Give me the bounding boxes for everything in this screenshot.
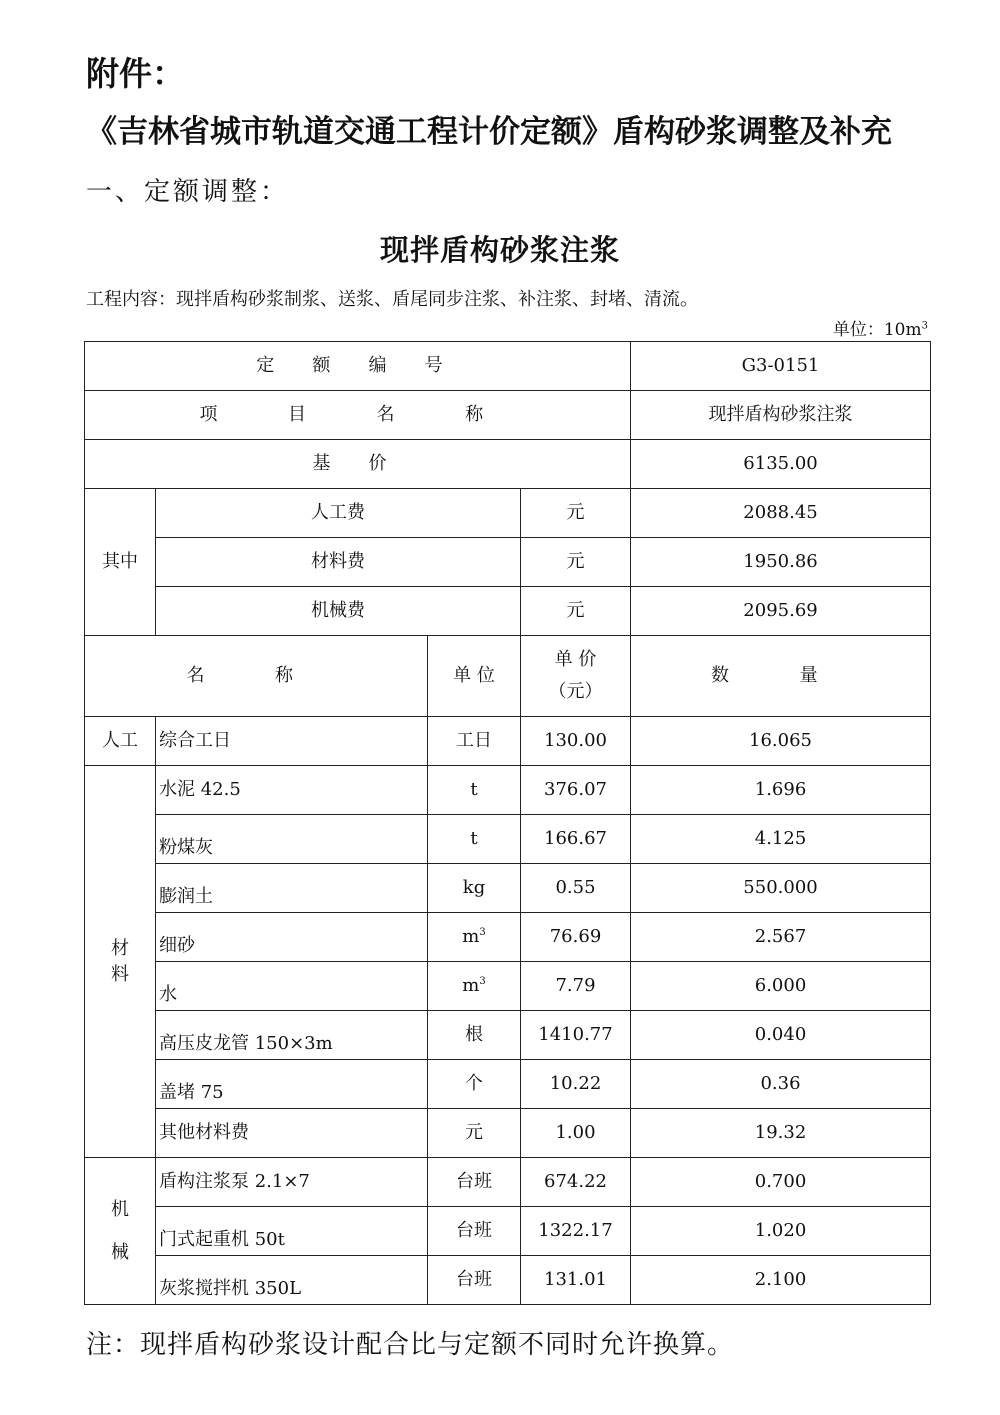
resource-name: 盾构注浆泵 2.1×7 — [156, 1158, 428, 1207]
resource-qty: 0.36 — [631, 1060, 931, 1109]
category-machinery — [85, 1158, 156, 1305]
col-header-name-text: 名 称 — [186, 665, 326, 687]
table-row — [85, 342, 931, 391]
table-row — [85, 913, 931, 962]
table-row — [85, 489, 931, 538]
resource-unit: kg — [428, 864, 521, 913]
table-row — [85, 717, 931, 766]
resource-price: 131.01 — [521, 1256, 631, 1305]
of-which-label: 其中 — [85, 489, 156, 636]
resource-unit: 根 — [428, 1011, 521, 1060]
resource-price: 7.79 — [521, 962, 631, 1011]
breakdown-unit: 元 — [521, 587, 631, 636]
unit-superscript: 3 — [479, 927, 486, 939]
breakdown-value: 2095.69 — [631, 587, 931, 636]
table-row — [85, 815, 931, 864]
resource-name: 综合工日 — [156, 717, 428, 766]
resource-qty: 1.696 — [631, 766, 931, 815]
resource-qty: 4.125 — [631, 815, 931, 864]
resource-qty: 2.100 — [631, 1256, 931, 1305]
breakdown-unit: 元 — [521, 538, 631, 587]
item-name-label — [85, 391, 631, 440]
unit-base: m — [462, 975, 480, 997]
resource-unit: 台班 — [428, 1158, 521, 1207]
resource-unit: 个 — [428, 1060, 521, 1109]
col-header-unit: 单 位 — [428, 636, 521, 717]
base-price-value: 6135.00 — [631, 440, 931, 489]
work-content: 工程内容：现拌盾构砂浆制浆、送浆、盾尾同步注浆、补注浆、封堵、清流。 — [86, 289, 698, 310]
table-row — [85, 962, 931, 1011]
resource-price: 166.67 — [521, 815, 631, 864]
breakdown-name: 人工费 — [156, 489, 521, 538]
document-title: 《吉林省城市轨道交通工程计价定额》盾构砂浆调整及补充 — [86, 114, 892, 150]
footnote: 注：现拌盾构砂浆设计配合比与定额不同时允许换算。 — [86, 1330, 735, 1360]
quota-no-value: G3-0151 — [631, 342, 931, 391]
resource-unit: 台班 — [428, 1256, 521, 1305]
col-header-price-line1: 单 价 — [554, 649, 597, 671]
table-row — [85, 1256, 931, 1305]
category-machinery-text: 机械 — [110, 1198, 129, 1263]
item-name-value: 现拌盾构砂浆注浆 — [631, 391, 931, 440]
unit-text: 单位：10m — [832, 320, 922, 340]
resource-price: 130.00 — [521, 717, 631, 766]
resource-unit: t — [428, 815, 521, 864]
category-materials — [85, 766, 156, 1158]
resource-name: 灰浆搅拌机 350L — [156, 1256, 428, 1305]
table-row — [85, 1109, 931, 1158]
resource-name: 盖堵 75 — [156, 1060, 428, 1109]
unit-superscript: 3 — [921, 320, 928, 332]
breakdown-name: 材料费 — [156, 538, 521, 587]
table-row — [85, 538, 931, 587]
resource-price: 1410.77 — [521, 1011, 631, 1060]
category-labor: 人工 — [85, 717, 156, 766]
unit-label — [833, 315, 928, 340]
resource-unit: 工日 — [428, 717, 521, 766]
col-header-quantity-text: 数 量 — [711, 665, 850, 687]
category-materials-text: 材料 — [110, 938, 129, 985]
resource-name: 门式起重机 50t — [156, 1207, 428, 1256]
resource-qty: 2.567 — [631, 913, 931, 962]
table-row — [85, 440, 931, 489]
resource-qty: 6.000 — [631, 962, 931, 1011]
unit-base: m — [462, 926, 480, 948]
resource-unit: 元 — [428, 1109, 521, 1158]
resource-qty: 0.040 — [631, 1011, 931, 1060]
resource-name: 膨润土 — [156, 864, 428, 913]
resource-name: 细砂 — [156, 913, 428, 962]
base-price-label-text: 基 价 — [312, 453, 403, 475]
section-heading: 一、定额调整： — [86, 177, 290, 207]
table-row — [85, 1158, 931, 1207]
base-price-label — [85, 440, 631, 489]
resource-qty: 16.065 — [631, 717, 931, 766]
breakdown-value: 2088.45 — [631, 489, 931, 538]
resource-name: 水泥 42.5 — [156, 766, 428, 815]
resource-name: 高压皮龙管 150×3m — [156, 1011, 428, 1060]
resource-price: 76.69 — [521, 913, 631, 962]
table-row — [85, 1207, 931, 1256]
quota-no-label — [85, 342, 631, 391]
resource-price: 1.00 — [521, 1109, 631, 1158]
resource-unit: t — [428, 766, 521, 815]
resource-price: 10.22 — [521, 1060, 631, 1109]
table-row — [85, 587, 931, 636]
resource-unit: 台班 — [428, 1207, 521, 1256]
resource-price: 1322.17 — [521, 1207, 631, 1256]
resource-name: 其他材料费 — [156, 1109, 428, 1158]
col-header-quantity — [631, 636, 931, 717]
table-row — [85, 1011, 931, 1060]
column-header-row — [85, 636, 931, 717]
table-title: 现拌盾构砂浆注浆 — [379, 233, 620, 267]
breakdown-value: 1950.86 — [631, 538, 931, 587]
quota-no-label-text: 定 额 编 号 — [256, 355, 459, 377]
table-row — [85, 766, 931, 815]
quota-table — [84, 341, 931, 1305]
resource-unit — [428, 962, 521, 1011]
unit-superscript: 3 — [479, 976, 486, 988]
breakdown-unit: 元 — [521, 489, 631, 538]
resource-qty: 1.020 — [631, 1207, 931, 1256]
resource-qty: 19.32 — [631, 1109, 931, 1158]
col-header-price — [521, 636, 631, 717]
item-name-label-text: 项 目 名 称 — [199, 404, 516, 426]
table-row — [85, 1060, 931, 1109]
attachment-label: 附件： — [86, 54, 185, 93]
resource-qty: 0.700 — [631, 1158, 931, 1207]
resource-price: 674.22 — [521, 1158, 631, 1207]
resource-price: 0.55 — [521, 864, 631, 913]
resource-name: 粉煤灰 — [156, 815, 428, 864]
breakdown-name: 机械费 — [156, 587, 521, 636]
table-row — [85, 391, 931, 440]
resource-qty: 550.000 — [631, 864, 931, 913]
col-header-price-line2: （元） — [548, 681, 603, 702]
table-row — [85, 864, 931, 913]
resource-unit — [428, 913, 521, 962]
resource-price: 376.07 — [521, 766, 631, 815]
col-header-name — [85, 636, 428, 717]
resource-name: 水 — [156, 962, 428, 1011]
